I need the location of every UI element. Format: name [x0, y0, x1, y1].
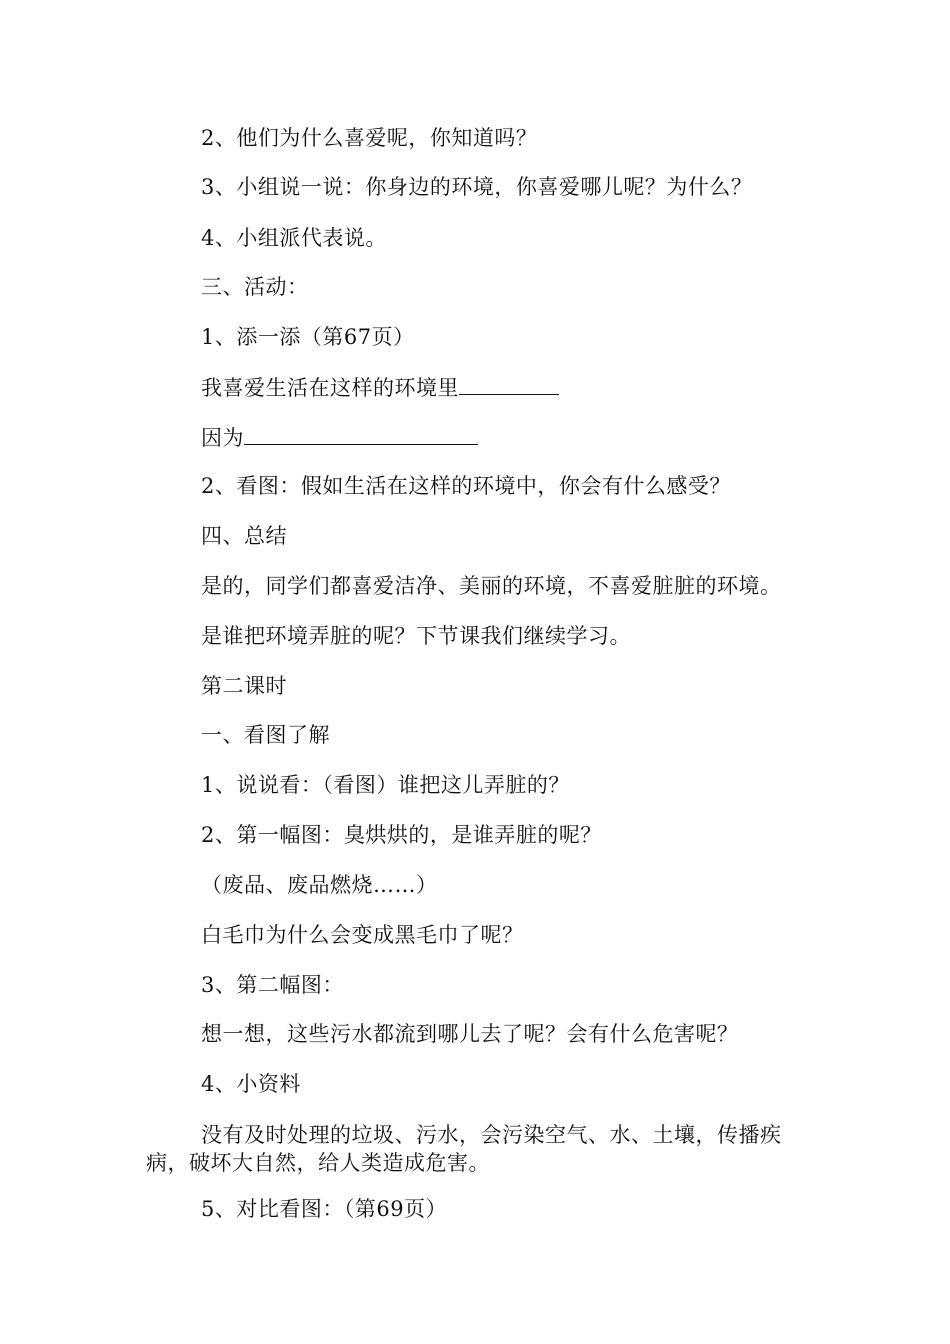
- text-line: （废品、废品燃烧……）: [201, 873, 438, 897]
- answer-blank[interactable]: [459, 374, 559, 395]
- section-heading: 一、看图了解: [201, 723, 330, 747]
- fill-in-prompt: 因为: [201, 426, 244, 450]
- text-line: 3、小组说一说：你身边的环境，你喜爱哪儿呢？为什么？: [201, 175, 753, 199]
- fill-in-prompt: 我喜爱生活在这样的环境里: [201, 376, 459, 400]
- text-line: 2、第一幅图：臭烘烘的，是谁弄脏的呢？: [201, 823, 602, 847]
- fill-in-line: [201, 424, 478, 451]
- text-line: 想一想，这些污水都流到哪儿去了呢？会有什么危害呢？: [201, 1022, 739, 1046]
- text-line: 5、对比看图：（第69页）: [201, 1197, 448, 1221]
- section-heading: 三、活动：: [201, 275, 309, 299]
- info-paragraph: 没有及时处理的垃圾、污水，会污染空气、水、土壤，传播疾病，破坏大自然，给人类造成危害。: [146, 1123, 782, 1175]
- text-line: 4、小资料: [201, 1072, 301, 1096]
- text-line: 3、第二幅图：: [201, 973, 344, 997]
- section-heading: 四、总结: [201, 524, 287, 548]
- text-line: 是的，同学们都喜爱洁净、美丽的环境，不喜爱脏脏的环境。: [201, 574, 782, 598]
- text-line: 2、他们为什么喜爱呢，你知道吗？: [201, 126, 538, 150]
- text-line: 4、小组派代表说。: [201, 226, 387, 250]
- fill-in-line: [201, 374, 559, 401]
- text-line: 2、看图：假如生活在这样的环境中，你会有什么感受？: [201, 474, 731, 498]
- text-line: 白毛巾为什么会变成黑毛巾了呢？: [201, 923, 524, 947]
- text-line: 是谁把环境弄脏的呢？下节课我们继续学习。: [201, 624, 631, 648]
- answer-blank[interactable]: [244, 424, 478, 445]
- lesson-heading: 第二课时: [201, 674, 287, 698]
- text-line: 1、说说看：（看图）谁把这儿弄脏的？: [201, 773, 570, 797]
- text-line: 1、添一添（第67页）: [201, 325, 415, 349]
